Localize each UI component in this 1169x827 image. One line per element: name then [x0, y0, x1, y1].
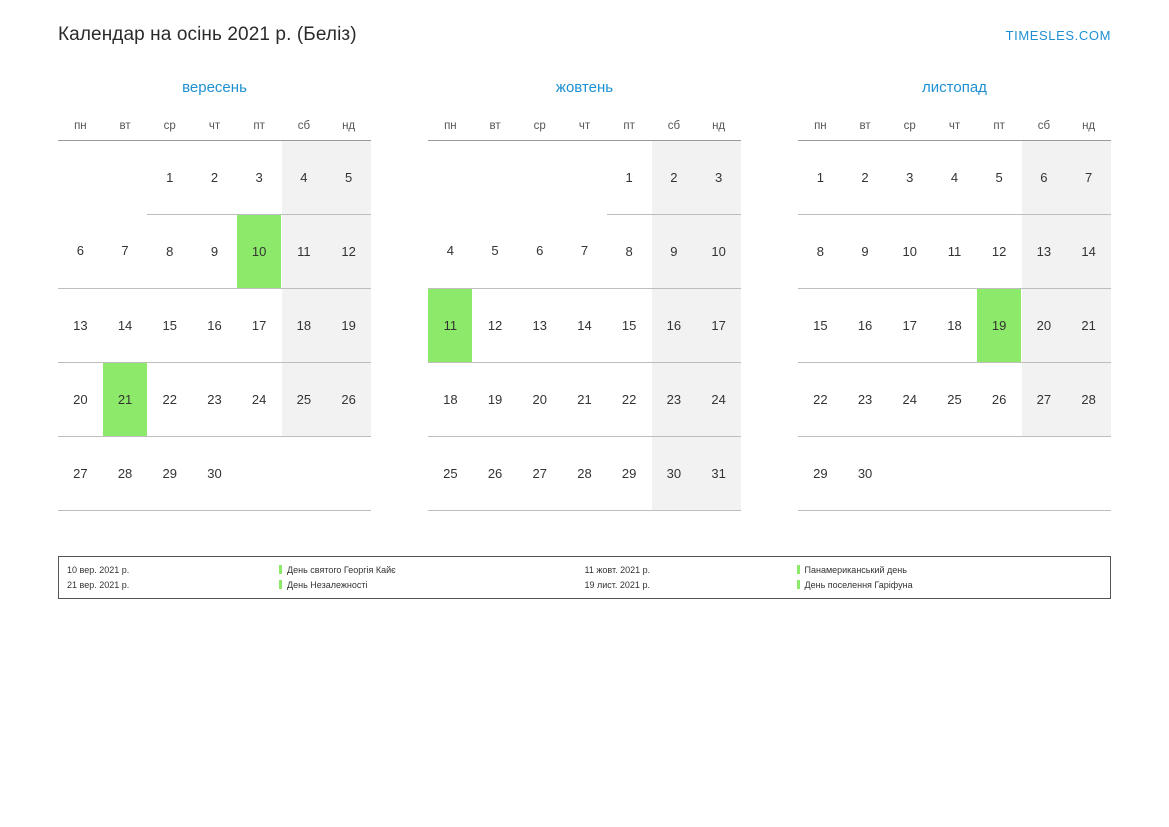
day-cell[interactable] [237, 288, 282, 362]
day-number: 23 [666, 391, 682, 407]
day-number: 6 [1040, 169, 1048, 185]
day-number: 15 [162, 317, 177, 333]
week-row [428, 214, 741, 288]
legend-date: 21 вер. 2021 р. [67, 579, 130, 590]
week-row [428, 140, 741, 214]
day-cell[interactable] [607, 288, 652, 362]
day-number: 25 [443, 465, 458, 481]
legend-item [585, 563, 1103, 576]
day-cell[interactable] [147, 214, 192, 288]
day-number: 14 [1081, 243, 1096, 259]
weekday-header: сб [652, 112, 697, 140]
day-cell[interactable] [798, 214, 843, 288]
week-row [58, 140, 371, 214]
day-number: 26 [341, 391, 356, 407]
weekday-header: чт [562, 112, 607, 140]
week-row [798, 214, 1111, 288]
day-number: 14 [117, 317, 133, 333]
weekday-header: сб [282, 112, 327, 140]
day-cell[interactable] [147, 140, 192, 214]
day-cell[interactable] [562, 362, 607, 436]
day-number: 20 [73, 391, 88, 407]
day-number: 16 [857, 317, 873, 333]
holiday-day-number: 10 [237, 215, 281, 288]
legend-color-swatch [797, 580, 800, 589]
month-table [798, 112, 1111, 511]
day-cell[interactable] [977, 140, 1022, 214]
week-row [58, 436, 371, 510]
day-number: 10 [902, 243, 917, 259]
day-number: 3 [255, 169, 263, 185]
week-row [798, 140, 1111, 214]
day-number: 4 [950, 169, 959, 185]
day-cell[interactable] [517, 214, 562, 288]
day-number: 12 [341, 243, 356, 259]
day-cell[interactable] [517, 288, 562, 362]
day-cell[interactable] [103, 362, 148, 436]
day-cell[interactable] [147, 362, 192, 436]
day-number: 9 [210, 243, 219, 259]
day-number: 2 [861, 169, 869, 185]
day-number: 18 [443, 391, 458, 407]
weekday-header: пн [58, 112, 103, 140]
day-number: 9 [861, 243, 869, 259]
week-row [798, 288, 1111, 362]
legend-item [67, 578, 585, 591]
day-number: 16 [666, 317, 682, 333]
weekday-header: сб [1022, 112, 1067, 140]
day-number: 21 [577, 391, 592, 407]
day-number: 29 [621, 465, 637, 481]
day-number: 23 [207, 391, 222, 407]
day-cell-empty [562, 140, 607, 214]
day-number: 13 [532, 317, 547, 333]
weekday-header: нд [696, 112, 741, 140]
day-cell[interactable] [798, 140, 843, 214]
day-number: 22 [162, 391, 177, 407]
day-cell[interactable] [237, 362, 282, 436]
day-cell[interactable] [843, 362, 888, 436]
day-cell[interactable] [58, 362, 103, 436]
day-cell-empty [103, 140, 148, 214]
day-number: 13 [73, 317, 88, 333]
legend-color-swatch [279, 580, 282, 589]
day-number: 24 [711, 391, 726, 407]
day-cell[interactable] [607, 362, 652, 436]
weekday-header: нд [326, 112, 371, 140]
page-title: Календар на осінь 2021 р. (Беліз) [58, 24, 357, 45]
day-cell-empty [326, 436, 371, 510]
legend-date: 11 жовт. 2021 р. [584, 564, 651, 575]
legend-color-swatch [279, 565, 282, 574]
day-number: 25 [947, 391, 962, 407]
day-number: 3 [714, 169, 723, 185]
day-cell[interactable] [192, 214, 237, 288]
day-number: 27 [1036, 391, 1052, 407]
holiday-day-number: 19 [977, 289, 1021, 362]
day-cell[interactable] [932, 140, 977, 214]
day-cell[interactable] [798, 288, 843, 362]
day-number: 4 [446, 243, 454, 259]
day-cell[interactable] [932, 288, 977, 362]
day-cell[interactable] [1066, 362, 1111, 436]
day-cell[interactable] [428, 288, 473, 362]
legend-item [585, 578, 1103, 591]
month-title: листопад [922, 79, 987, 96]
day-cell[interactable] [282, 288, 327, 362]
day-cell[interactable] [103, 288, 148, 362]
day-cell[interactable] [147, 436, 192, 510]
day-cell[interactable] [192, 436, 237, 510]
day-cell[interactable] [58, 436, 103, 510]
weekday-header-row [798, 112, 1111, 140]
month-table [428, 112, 741, 511]
day-number: 24 [902, 391, 917, 407]
day-cell[interactable] [843, 436, 888, 510]
day-cell-empty [1022, 436, 1067, 510]
day-number: 22 [813, 391, 828, 407]
day-cell-empty [932, 436, 977, 510]
day-number: 5 [344, 169, 353, 185]
day-number: 8 [166, 243, 174, 259]
day-number: 28 [117, 465, 133, 481]
day-number: 31 [711, 465, 726, 481]
day-cell[interactable] [1066, 214, 1111, 288]
day-cell-empty [473, 140, 518, 214]
day-cell-empty [977, 436, 1022, 510]
day-number: 29 [162, 465, 177, 481]
week-row [58, 288, 371, 362]
day-number: 2 [210, 169, 219, 185]
day-cell[interactable] [562, 214, 607, 288]
day-cell[interactable] [282, 362, 327, 436]
day-number: 7 [580, 243, 589, 259]
day-number: 24 [251, 391, 267, 407]
months-container [58, 78, 1111, 511]
day-cell[interactable] [696, 214, 741, 288]
day-cell[interactable] [147, 288, 192, 362]
day-number: 5 [995, 169, 1003, 185]
day-cell[interactable] [798, 362, 843, 436]
day-cell[interactable] [798, 436, 843, 510]
legend-date: 10 вер. 2021 р. [67, 564, 130, 575]
day-number: 29 [813, 465, 828, 481]
day-cell[interactable] [887, 214, 932, 288]
day-cell[interactable] [428, 436, 473, 510]
day-cell[interactable] [103, 214, 148, 288]
brand-link[interactable]: TIMESLES.COM [1005, 27, 1111, 43]
day-number: 28 [577, 465, 592, 481]
weekday-header: ср [147, 112, 192, 140]
day-number: 18 [296, 317, 312, 333]
weekday-header: вт [473, 112, 518, 140]
day-cell[interactable] [1066, 140, 1111, 214]
day-cell[interactable] [326, 140, 371, 214]
day-cell[interactable] [1022, 214, 1067, 288]
day-cell[interactable] [843, 140, 888, 214]
weekday-header: пт [977, 112, 1022, 140]
weekday-header: ср [517, 112, 562, 140]
day-number: 18 [947, 317, 962, 333]
day-cell[interactable] [977, 214, 1022, 288]
weekday-header: пт [237, 112, 282, 140]
day-cell[interactable] [1022, 362, 1067, 436]
day-number: 8 [625, 243, 633, 259]
day-number: 14 [577, 317, 592, 333]
day-number: 9 [670, 243, 678, 259]
legend-date: 19 лист. 2021 р. [584, 579, 650, 590]
day-cell[interactable] [696, 436, 741, 510]
page-header [58, 18, 1111, 52]
day-cell[interactable] [562, 288, 607, 362]
day-number: 26 [991, 391, 1007, 407]
day-number: 20 [1036, 317, 1052, 333]
day-cell[interactable] [696, 362, 741, 436]
month-title: вересень [182, 79, 247, 96]
day-cell[interactable] [58, 288, 103, 362]
day-cell[interactable] [326, 362, 371, 436]
day-cell[interactable] [192, 140, 237, 214]
day-cell[interactable] [977, 362, 1022, 436]
weekday-header: пн [428, 112, 473, 140]
day-number: 19 [487, 391, 503, 407]
day-number: 1 [816, 169, 824, 185]
day-number: 22 [621, 391, 637, 407]
day-cell[interactable] [282, 214, 327, 288]
day-number: 20 [532, 391, 547, 407]
day-cell[interactable] [192, 362, 237, 436]
day-number: 30 [207, 465, 222, 481]
day-number: 17 [902, 317, 917, 333]
day-cell[interactable] [428, 362, 473, 436]
day-number: 6 [76, 243, 84, 259]
legend-color-swatch [797, 565, 800, 574]
legend-holiday-name: Панамериканський день [804, 564, 907, 575]
week-row [428, 288, 741, 362]
day-number: 27 [73, 465, 88, 481]
day-cell[interactable] [887, 362, 932, 436]
day-number: 3 [906, 169, 914, 185]
week-row [58, 214, 371, 288]
day-cell[interactable] [473, 214, 518, 288]
week-row [798, 436, 1111, 510]
week-row [798, 362, 1111, 436]
day-number: 5 [491, 243, 499, 259]
day-cell[interactable] [607, 214, 652, 288]
day-number: 17 [711, 317, 726, 333]
day-cell[interactable] [887, 140, 932, 214]
day-number: 16 [207, 317, 222, 333]
day-cell[interactable] [326, 214, 371, 288]
day-number: 7 [1084, 169, 1093, 185]
day-number: 30 [666, 465, 682, 481]
holiday-day-number: 21 [103, 363, 147, 436]
day-cell[interactable] [326, 288, 371, 362]
day-cell[interactable] [1022, 288, 1067, 362]
weekday-header: ср [887, 112, 932, 140]
day-cell[interactable] [652, 140, 697, 214]
month-block [428, 78, 741, 511]
week-row [58, 362, 371, 436]
day-number: 15 [813, 317, 828, 333]
day-cell-empty [1066, 436, 1111, 510]
day-cell[interactable] [843, 214, 888, 288]
day-number: 2 [670, 169, 678, 185]
day-number: 15 [621, 317, 637, 333]
month-block [798, 78, 1111, 511]
day-number: 7 [121, 243, 129, 259]
day-cell[interactable] [696, 140, 741, 214]
day-cell[interactable] [473, 362, 518, 436]
day-cell[interactable] [1022, 140, 1067, 214]
day-number: 19 [341, 317, 356, 333]
day-cell[interactable] [652, 436, 697, 510]
day-cell[interactable] [428, 214, 473, 288]
day-number: 17 [251, 317, 267, 333]
day-number: 1 [625, 169, 633, 185]
weekday-header: чт [192, 112, 237, 140]
day-cell[interactable] [887, 288, 932, 362]
day-cell[interactable] [237, 140, 282, 214]
day-cell[interactable] [192, 288, 237, 362]
weekday-header-row [428, 112, 741, 140]
day-cell[interactable] [652, 288, 697, 362]
day-cell[interactable] [237, 214, 282, 288]
day-number: 1 [166, 169, 174, 185]
day-cell[interactable] [607, 436, 652, 510]
day-number: 30 [857, 465, 873, 481]
legend-holiday-name: День Незалежності [287, 579, 368, 590]
day-number: 28 [1081, 391, 1096, 407]
day-number: 23 [857, 391, 873, 407]
legend-column-right [585, 562, 1103, 592]
weekday-header: вт [103, 112, 148, 140]
weekday-header: вт [843, 112, 888, 140]
day-cell-empty [58, 140, 103, 214]
day-cell[interactable] [282, 140, 327, 214]
day-number: 4 [300, 169, 308, 185]
legend-item [67, 563, 585, 576]
day-cell[interactable] [473, 436, 518, 510]
day-number: 21 [1081, 317, 1096, 333]
day-number: 26 [487, 465, 503, 481]
day-cell[interactable] [562, 436, 607, 510]
day-cell[interactable] [58, 214, 103, 288]
month-title: жовтень [555, 79, 614, 96]
day-cell[interactable] [932, 214, 977, 288]
weekday-header: чт [932, 112, 977, 140]
day-cell-empty [887, 436, 932, 510]
day-cell[interactable] [517, 362, 562, 436]
legend-holiday-name: День поселення Гаріфуна [804, 579, 913, 590]
day-cell[interactable] [932, 362, 977, 436]
day-cell-empty [428, 140, 473, 214]
legend-column-left [67, 562, 585, 592]
day-cell-empty [282, 436, 327, 510]
day-number: 13 [1036, 243, 1052, 259]
day-cell[interactable] [473, 288, 518, 362]
week-row [428, 362, 741, 436]
day-cell[interactable] [696, 288, 741, 362]
day-number: 6 [536, 243, 544, 259]
day-number: 12 [991, 243, 1007, 259]
day-number: 27 [532, 465, 547, 481]
weekday-header-row [58, 112, 371, 140]
day-number: 12 [487, 317, 503, 333]
day-cell[interactable] [843, 288, 888, 362]
holiday-day-number: 11 [428, 289, 472, 362]
day-cell[interactable] [977, 288, 1022, 362]
day-number: 8 [816, 243, 824, 259]
day-cell[interactable] [607, 140, 652, 214]
weekday-header: пн [798, 112, 843, 140]
month-block [58, 78, 371, 511]
day-cell[interactable] [652, 362, 697, 436]
day-number: 11 [297, 243, 311, 259]
holiday-legend [58, 556, 1111, 599]
day-number: 25 [296, 391, 312, 407]
day-cell-empty [517, 140, 562, 214]
day-number: 10 [711, 243, 726, 259]
week-row [428, 436, 741, 510]
weekday-header: пт [607, 112, 652, 140]
day-cell[interactable] [103, 436, 148, 510]
weekday-header: нд [1066, 112, 1111, 140]
month-table [58, 112, 371, 511]
day-cell[interactable] [517, 436, 562, 510]
day-cell[interactable] [652, 214, 697, 288]
day-cell-empty [237, 436, 282, 510]
day-number: 11 [947, 243, 962, 259]
day-cell[interactable] [1066, 288, 1111, 362]
legend-holiday-name: День святого Георгія Кайє [287, 564, 396, 575]
